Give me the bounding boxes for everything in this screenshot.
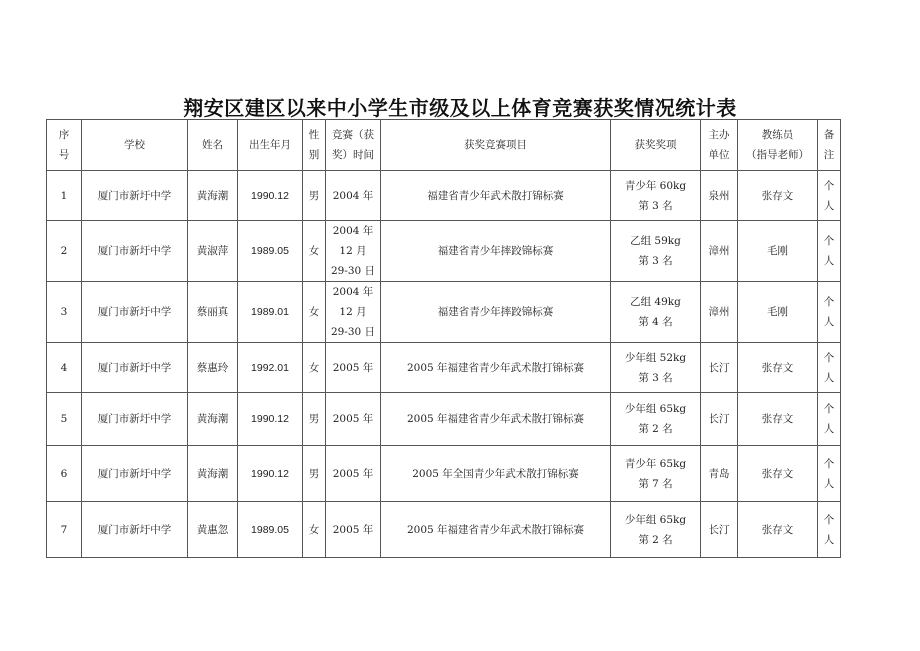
cell-note: 个 人	[818, 171, 841, 221]
cell-coach: 张存文	[738, 446, 818, 502]
header-row	[47, 120, 841, 171]
cell-school: 厦门市新圩中学	[82, 221, 188, 282]
cell-coach: 张存文	[738, 393, 818, 446]
header-gender: 性 别	[303, 120, 326, 171]
cell-note: 个 人	[818, 221, 841, 282]
cell-host: 泉州	[701, 171, 738, 221]
cell-time: 2005 年	[326, 343, 381, 393]
cell-time: 2004 年 12 月 29-30 日	[326, 282, 381, 343]
cell-event: 福建省青少年摔跤锦标赛	[381, 282, 611, 343]
header-birth: 出生年月	[238, 120, 303, 171]
table-row	[47, 282, 841, 343]
cell-name: 蔡惠玲	[188, 343, 238, 393]
cell-award: 青少年 65kg 第 7 名	[611, 446, 701, 502]
cell-gender: 女	[303, 282, 326, 343]
cell-award: 青少年 60kg 第 3 名	[611, 171, 701, 221]
cell-name: 黄惠忽	[188, 502, 238, 558]
cell-name: 黄海潮	[188, 446, 238, 502]
cell-coach: 张存文	[738, 502, 818, 558]
cell-seq: 7	[47, 502, 82, 558]
cell-note: 个 人	[818, 393, 841, 446]
cell-time: 2005 年	[326, 446, 381, 502]
cell-award: 少年组 52kg 第 3 名	[611, 343, 701, 393]
cell-birth: 1990.12	[238, 446, 303, 502]
cell-event: 2005 年福建省青少年武术散打锦标赛	[381, 393, 611, 446]
cell-seq: 4	[47, 343, 82, 393]
cell-event: 福建省青少年摔跤锦标赛	[381, 221, 611, 282]
cell-seq: 1	[47, 171, 82, 221]
header-coach: 教练员 （指导老师）	[738, 120, 818, 171]
cell-time: 2004 年 12 月 29-30 日	[326, 221, 381, 282]
cell-host: 青岛	[701, 446, 738, 502]
cell-gender: 女	[303, 221, 326, 282]
cell-host: 长汀	[701, 343, 738, 393]
header-award: 获奖奖项	[611, 120, 701, 171]
cell-seq: 5	[47, 393, 82, 446]
cell-gender: 男	[303, 171, 326, 221]
cell-school: 厦门市新圩中学	[82, 393, 188, 446]
header-seq: 序 号	[47, 120, 82, 171]
cell-birth: 1990.12	[238, 393, 303, 446]
cell-award: 少年组 65kg 第 2 名	[611, 393, 701, 446]
cell-birth: 1990.12	[238, 171, 303, 221]
cell-event: 2005 年全国青少年武术散打锦标赛	[381, 446, 611, 502]
cell-event: 福建省青少年武术散打锦标赛	[381, 171, 611, 221]
cell-birth: 1989.05	[238, 502, 303, 558]
cell-name: 黄海潮	[188, 171, 238, 221]
cell-name: 黄海潮	[188, 393, 238, 446]
header-name: 姓名	[188, 120, 238, 171]
cell-gender: 男	[303, 393, 326, 446]
cell-school: 厦门市新圩中学	[82, 502, 188, 558]
cell-host: 漳州	[701, 221, 738, 282]
cell-time: 2005 年	[326, 502, 381, 558]
cell-name: 黄淑萍	[188, 221, 238, 282]
table-row	[47, 171, 841, 221]
cell-school: 厦门市新圩中学	[82, 343, 188, 393]
cell-award: 乙组 59kg 第 3 名	[611, 221, 701, 282]
awards-table	[46, 119, 841, 558]
cell-event: 2005 年福建省青少年武术散打锦标赛	[381, 502, 611, 558]
header-school: 学校	[82, 120, 188, 171]
header-event: 获奖竞赛项目	[381, 120, 611, 171]
cell-gender: 男	[303, 446, 326, 502]
cell-coach: 张存文	[738, 343, 818, 393]
cell-host: 漳州	[701, 282, 738, 343]
cell-name: 蔡丽真	[188, 282, 238, 343]
cell-note: 个 人	[818, 502, 841, 558]
cell-school: 厦门市新圩中学	[82, 282, 188, 343]
cell-seq: 3	[47, 282, 82, 343]
cell-seq: 6	[47, 446, 82, 502]
cell-coach: 毛刚	[738, 282, 818, 343]
cell-award: 乙组 49kg 第 4 名	[611, 282, 701, 343]
cell-time: 2005 年	[326, 393, 381, 446]
table-row	[47, 221, 841, 282]
header-note: 备 注	[818, 120, 841, 171]
cell-seq: 2	[47, 221, 82, 282]
table-row	[47, 393, 841, 446]
page-title: 翔安区建区以来中小学生市级及以上体育竞赛获奖情况统计表	[183, 96, 737, 120]
cell-host: 长汀	[701, 393, 738, 446]
cell-note: 个 人	[818, 282, 841, 343]
table-row	[47, 502, 841, 558]
cell-event: 2005 年福建省青少年武术散打锦标赛	[381, 343, 611, 393]
cell-note: 个 人	[818, 343, 841, 393]
cell-birth: 1989.05	[238, 221, 303, 282]
cell-time: 2004 年	[326, 171, 381, 221]
header-time: 竞赛（获 奖）时间	[326, 120, 381, 171]
header-host: 主办 单位	[701, 120, 738, 171]
table-body	[47, 171, 841, 558]
cell-gender: 女	[303, 343, 326, 393]
cell-coach: 张存文	[738, 171, 818, 221]
cell-gender: 女	[303, 502, 326, 558]
cell-school: 厦门市新圩中学	[82, 171, 188, 221]
table-row	[47, 446, 841, 502]
cell-award: 少年组 65kg 第 2 名	[611, 502, 701, 558]
table-row	[47, 343, 841, 393]
cell-birth: 1989.01	[238, 282, 303, 343]
cell-school: 厦门市新圩中学	[82, 446, 188, 502]
cell-birth: 1992.01	[238, 343, 303, 393]
cell-host: 长汀	[701, 502, 738, 558]
cell-coach: 毛刚	[738, 221, 818, 282]
cell-note: 个 人	[818, 446, 841, 502]
